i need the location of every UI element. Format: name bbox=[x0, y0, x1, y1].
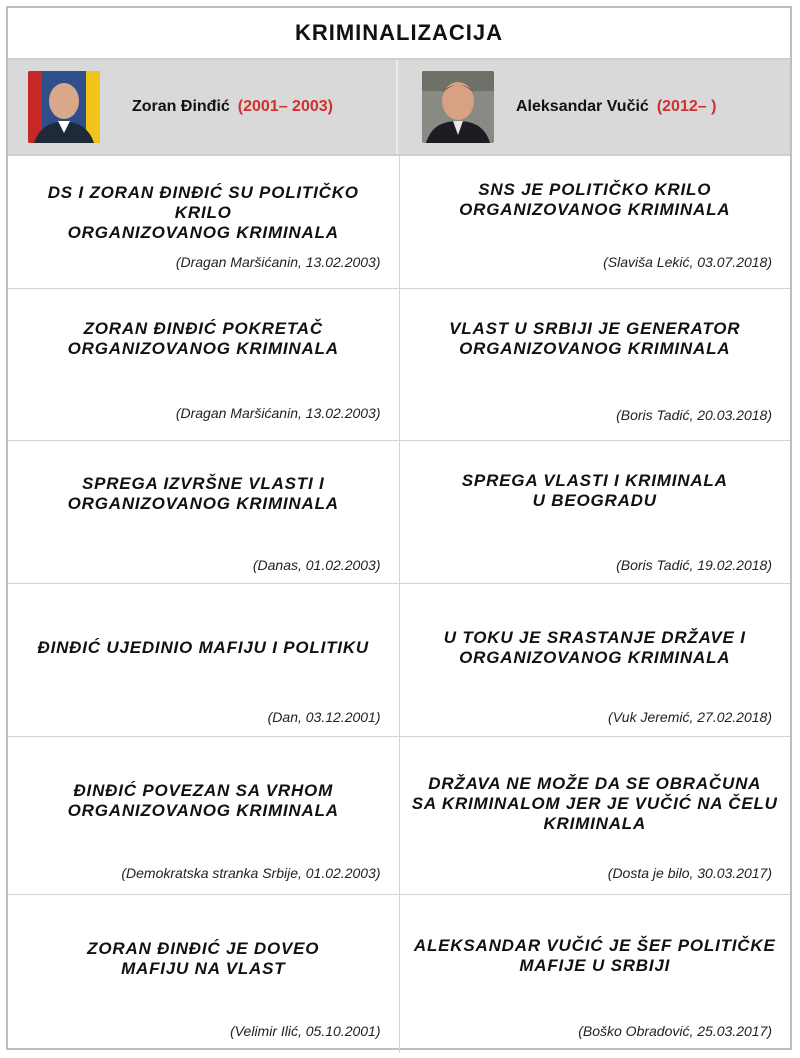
cell-left bbox=[8, 441, 399, 583]
table-row bbox=[8, 156, 790, 289]
quote-text: ALEKSANDAR VUČIĆ JE ŠEF POLITIČKE MAFIJE U SRBIJI bbox=[413, 936, 776, 975]
cell-left bbox=[8, 156, 399, 288]
cell-left bbox=[8, 895, 399, 1053]
cell-right bbox=[399, 737, 791, 894]
portrait-photo-left bbox=[28, 71, 100, 143]
cell-left bbox=[8, 737, 399, 894]
quote-text: U TOKU JE SRASTANJE DRŽAVE I ORGANIZOVANOG KRIMINALA bbox=[443, 628, 746, 667]
quote-source: (Slaviša Lekić, 03.07.2018) bbox=[603, 254, 772, 270]
quote-text: ZORAN ĐINĐIĆ JE DOVEO MAFIJU NA VLAST bbox=[87, 939, 320, 978]
quote-text: DRŽAVA NE MOŽE DA SE OBRAČUNA SA KRIMINALOM JER JE VUČIĆ NA ČELU KRIMINALA bbox=[411, 774, 778, 833]
quote-source: (Dosta je bilo, 30.03.2017) bbox=[607, 865, 772, 881]
quote-source: (Boris Tadić, 20.03.2018) bbox=[616, 407, 772, 423]
header-years-right: (2012– ) bbox=[656, 98, 717, 115]
quote-text: ĐINĐIĆ UJEDINIO MAFIJU I POLITIKU bbox=[37, 638, 369, 657]
table-row bbox=[8, 895, 790, 1053]
cell-right bbox=[399, 584, 791, 736]
quote-text: ZORAN ĐINĐIĆ POKRETAČ ORGANIZOVANOG KRIMINALA bbox=[67, 319, 339, 358]
table-body bbox=[8, 156, 790, 1053]
quote-source: (Dragan Maršićanin, 13.02.2003) bbox=[175, 405, 381, 421]
cell-left bbox=[8, 289, 399, 440]
portrait-photo-right bbox=[422, 71, 494, 143]
quote-source: (Danas, 01.02.2003) bbox=[252, 557, 381, 573]
quote-text: SPREGA IZVRŠNE VLASTI I ORGANIZOVANOG KRIMINALA bbox=[67, 474, 339, 513]
table-row bbox=[8, 584, 790, 737]
quote-text: SNS JE POLITIČKO KRILO ORGANIZOVANOG KRIMINALA bbox=[459, 180, 731, 219]
quote-text: VLAST U SRBIJI JE GENERATOR ORGANIZOVANOG KRIMINALA bbox=[449, 319, 741, 358]
quote-source: (Boško Obradović, 25.03.2017) bbox=[578, 1023, 772, 1039]
header-name-left: Zoran Đinđić bbox=[132, 98, 230, 115]
cell-left bbox=[8, 584, 399, 736]
table-row bbox=[8, 441, 790, 584]
quote-source: (Boris Tadić, 19.02.2018) bbox=[616, 557, 772, 573]
cell-right bbox=[399, 289, 791, 440]
quote-source: (Dragan Maršićanin, 13.02.2003) bbox=[175, 254, 381, 270]
cell-right bbox=[399, 441, 791, 583]
quote-text: SPREGA VLASTI I KRIMINALA U BEOGRADU bbox=[461, 471, 728, 510]
quote-source: (Dan, 03.12.2001) bbox=[267, 709, 381, 725]
comparison-table bbox=[6, 6, 792, 1050]
quote-text: DS I ZORAN ĐINĐIĆ SU POLITIČKO KRILO ORGANIZOVANOG KRIMINALA bbox=[47, 183, 359, 242]
header-years-left: (2001– 2003) bbox=[237, 98, 333, 115]
cell-right bbox=[399, 156, 791, 288]
quote-text: ĐINĐIĆ POVEZAN SA VRHOM ORGANIZOVANOG KRIMINALA bbox=[67, 781, 339, 820]
cell-right bbox=[399, 895, 791, 1053]
header-right bbox=[396, 60, 790, 154]
page-title: KRIMINALIZACIJA bbox=[8, 8, 790, 60]
quote-source: (Vuk Jeremić, 27.02.2018) bbox=[608, 709, 772, 725]
table-row bbox=[8, 737, 790, 895]
table-row bbox=[8, 289, 790, 441]
table-header bbox=[8, 60, 790, 156]
header-left bbox=[8, 60, 396, 154]
header-name-right: Aleksandar Vučić bbox=[516, 98, 649, 115]
quote-source: (Demokratska stranka Srbije, 01.02.2003) bbox=[121, 865, 381, 881]
quote-source: (Velimir Ilić, 05.10.2001) bbox=[230, 1023, 381, 1039]
